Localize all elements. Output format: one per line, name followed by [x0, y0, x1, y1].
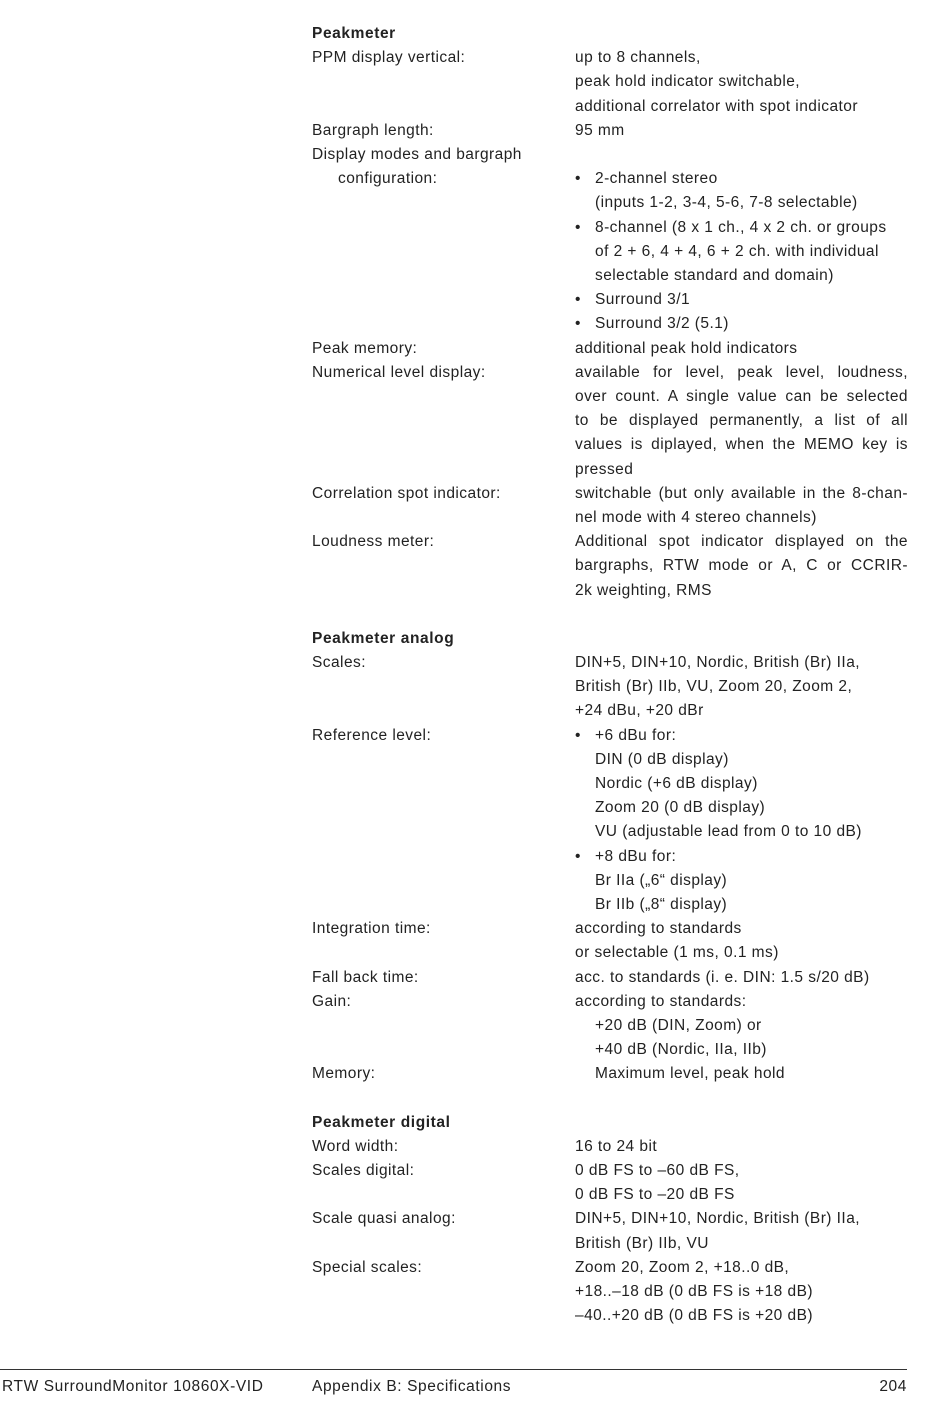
spec-section: [312, 22, 912, 603]
spec-value: [575, 361, 908, 482]
spec-value: [575, 482, 908, 530]
spec-value: [575, 119, 908, 143]
spec-label: [312, 361, 575, 482]
bullet-item: [575, 288, 908, 312]
spec-value: [575, 337, 908, 361]
spec-row: [312, 1207, 912, 1255]
bullet-text-line: +8 dBu for:: [595, 847, 677, 865]
spec-value-line: values is diplayed, when the MEMO key is: [575, 436, 908, 454]
spec-label-line: Display modes and bargraph: [312, 146, 522, 163]
spec-value-line: DIN+5, DIN+10, Nordic, British (Br) IIa,: [575, 654, 861, 672]
spec-value-line: 16 to 24 bit: [575, 1137, 658, 1155]
spec-value-line: or selectable (1 ms, 0.1 ms): [575, 944, 779, 962]
bullet-text-line: Surround 3/2 (5.1): [595, 315, 729, 333]
bullet-text-line: Br IIa („6“ display): [595, 871, 728, 889]
spec-label: [312, 530, 575, 603]
spec-value-line: nel mode with 4 stereo channels): [575, 509, 817, 527]
spec-label: [312, 1159, 575, 1207]
spec-label-line: Fall back time:: [312, 968, 419, 986]
spec-value-line: DIN+5, DIN+10, Nordic, British (Br) IIa,: [575, 1210, 861, 1228]
spec-value-line: +20 dB (DIN, Zoom) or: [595, 1017, 762, 1035]
spec-row: [312, 1135, 912, 1159]
spec-label: [312, 1207, 575, 1255]
spec-value-line: peak hold indicator switchable,: [575, 73, 801, 91]
bullet-item: [575, 845, 908, 918]
spec-label-line: Reference level:: [312, 726, 432, 744]
spec-value-line: Maximum level, peak hold: [595, 1065, 785, 1083]
spec-label: [312, 482, 575, 530]
spec-label-line: Correlation spot indicator:: [312, 484, 501, 502]
spec-row: [312, 1159, 912, 1207]
spec-value-line: British (Br) IIb, VU: [575, 1234, 709, 1252]
bullet-icon: •: [575, 218, 581, 236]
bullet-text-line: (inputs 1-2, 3-4, 5-6, 7-8 selectable): [595, 194, 858, 212]
spec-value: [575, 917, 908, 965]
spec-label-line: Word width:: [312, 1137, 399, 1155]
spec-label: [312, 337, 575, 361]
bullet-text: [595, 312, 908, 336]
footer-chapter-title: Appendix B: Specifications: [312, 1378, 512, 1395]
spec-value: [575, 530, 908, 603]
spec-value-line: –40..+20 dB (0 dB FS is +20 dB): [575, 1307, 813, 1325]
spec-label-line: Scales digital:: [312, 1162, 415, 1180]
spec-label: [312, 46, 575, 119]
bullet-text-line: 8-channel (8 x 1 ch., 4 x 2 ch. or groups: [595, 218, 887, 236]
spec-value-line: British (Br) IIb, VU, Zoom 20, Zoom 2,: [575, 678, 853, 696]
spec-value-line: +18..–18 dB (0 dB FS is +18 dB): [575, 1283, 813, 1301]
footer-divider: [0, 1369, 907, 1370]
spec-label-line: Gain:: [312, 992, 352, 1010]
spec-section: [312, 1111, 912, 1329]
spec-value-line: [575, 143, 908, 167]
bullet-text-line: Br IIb („8“ display): [595, 896, 728, 914]
bullet-item: [575, 312, 908, 336]
spec-label-line: Bargraph length:: [312, 121, 434, 139]
spec-value: [575, 1207, 908, 1255]
spec-label-line: Peak memory:: [312, 339, 418, 357]
spec-value-line: +24 dBu, +20 dBr: [575, 702, 704, 720]
spec-value-line: 2k weighting, RMS: [575, 581, 712, 599]
spec-row: [312, 724, 912, 918]
spec-row: [312, 530, 912, 603]
spec-value-line: according to standards: [575, 920, 742, 938]
spec-row: [312, 1062, 912, 1086]
spec-value: [575, 966, 908, 990]
spec-label-line: Numerical level display:: [312, 363, 486, 381]
spec-value: [575, 651, 908, 724]
spec-value-line: +40 dB (Nordic, IIa, IIb): [595, 1041, 767, 1059]
spec-value-line: additional correlator with spot indicator: [575, 97, 858, 115]
spec-label: [312, 1256, 575, 1329]
bullet-text-line: +6 dBu for:: [595, 726, 677, 744]
spec-label-line: configuration:: [338, 170, 438, 188]
spec-value-line: pressed: [575, 460, 634, 478]
spec-value-line: available for level, peak level, loudness,: [575, 363, 908, 381]
bullet-icon: •: [575, 291, 581, 309]
section-title: Peakmeter digital: [312, 1113, 451, 1131]
bullet-text-line: VU (adjustable lead from 0 to 10 dB): [595, 823, 862, 841]
bullet-text-line: DIN (0 dB display): [595, 750, 729, 768]
spec-row: [312, 337, 912, 361]
bullet-text: [595, 724, 908, 845]
spec-value: [575, 990, 908, 1063]
spec-value-line: switchable (but only available in the 8-chan-: [575, 484, 908, 502]
spec-row: [312, 917, 912, 965]
spec-row: [312, 482, 912, 530]
bullet-icon: •: [575, 170, 581, 188]
spec-label: [312, 119, 575, 143]
spec-value: [575, 143, 908, 337]
bullet-text-line: Surround 3/1: [595, 291, 691, 309]
spec-value-line: to be displayed permanently, a list of all: [575, 412, 908, 430]
bullet-text-line: Nordic (+6 dB display): [595, 775, 758, 793]
spec-label-line: PPM display vertical:: [312, 49, 466, 67]
spec-label-line: Integration time:: [312, 920, 431, 938]
spec-value-line: additional peak hold indicators: [575, 339, 798, 357]
bullet-text: [595, 216, 908, 289]
spec-value-line: over count. A single value can be selected: [575, 388, 908, 406]
spec-value-line: 0 dB FS to –20 dB FS: [575, 1186, 735, 1204]
spec-label-line: Loudness meter:: [312, 533, 435, 551]
bullet-text: [595, 167, 908, 215]
spec-section: [312, 627, 912, 1087]
spec-row: [312, 46, 912, 119]
bullet-item: [575, 167, 908, 215]
bullet-text-line: selectable standard and domain): [595, 267, 834, 284]
bullet-text-line: of 2 + 6, 4 + 4, 6 + 2 ch. with individual: [595, 242, 879, 260]
spec-row: [312, 990, 912, 1063]
spec-label-line: Memory:: [312, 1065, 376, 1083]
spec-label: [312, 1135, 575, 1159]
spec-value: [575, 1135, 908, 1159]
spec-value-line: 0 dB FS to –60 dB FS,: [575, 1162, 740, 1180]
spec-label: [312, 1062, 575, 1086]
bullet-item: [575, 724, 908, 845]
spec-value-line: up to 8 channels,: [575, 49, 701, 67]
bullet-text: [595, 845, 908, 918]
bullet-text-line: 2-channel stereo: [595, 170, 718, 188]
bullet-text-line: Zoom 20 (0 dB display): [595, 799, 766, 817]
spec-label: [312, 917, 575, 965]
spec-value: [575, 1062, 908, 1086]
spec-value: [575, 1256, 908, 1329]
spec-row: [312, 1256, 912, 1329]
spec-label: [312, 966, 575, 990]
spec-content: [312, 22, 912, 1353]
section-title: Peakmeter analog: [312, 629, 455, 647]
footer-product-name: RTW SurroundMonitor 10860X-VID: [2, 1378, 264, 1395]
bullet-icon: •: [575, 726, 581, 744]
footer-page-number: 204: [879, 1378, 907, 1395]
spec-label: [312, 143, 575, 337]
spec-label-line: Scale quasi analog:: [312, 1210, 456, 1228]
spec-row: [312, 966, 912, 990]
spec-value-line: according to standards:: [575, 992, 747, 1010]
spec-value-line: bargraphs, RTW mode or A, C or CCRIR-: [575, 557, 908, 575]
spec-value-line: acc. to standards (i. e. DIN: 1.5 s/20 dB): [575, 968, 870, 986]
section-title: Peakmeter: [312, 25, 396, 42]
spec-row: [312, 651, 912, 724]
bullet-text: [595, 288, 908, 312]
bullet-item: [575, 216, 908, 289]
spec-row: [312, 361, 912, 482]
spec-label: [312, 651, 575, 724]
bullet-icon: •: [575, 315, 581, 333]
bullet-icon: •: [575, 847, 581, 865]
spec-value: [575, 724, 908, 918]
spec-value: [575, 1159, 908, 1207]
spec-row: [312, 119, 912, 143]
spec-label-line: Scales:: [312, 654, 366, 672]
spec-value-line: Zoom 20, Zoom 2, +18..0 dB,: [575, 1258, 790, 1276]
spec-row: [312, 143, 912, 337]
spec-label: [312, 724, 575, 918]
spec-label: [312, 990, 575, 1063]
spec-value-line: Additional spot indicator displayed on the: [575, 533, 908, 551]
spec-value: [575, 46, 908, 119]
spec-label-line: Special scales:: [312, 1258, 423, 1276]
spec-value-line: 95 mm: [575, 121, 625, 139]
